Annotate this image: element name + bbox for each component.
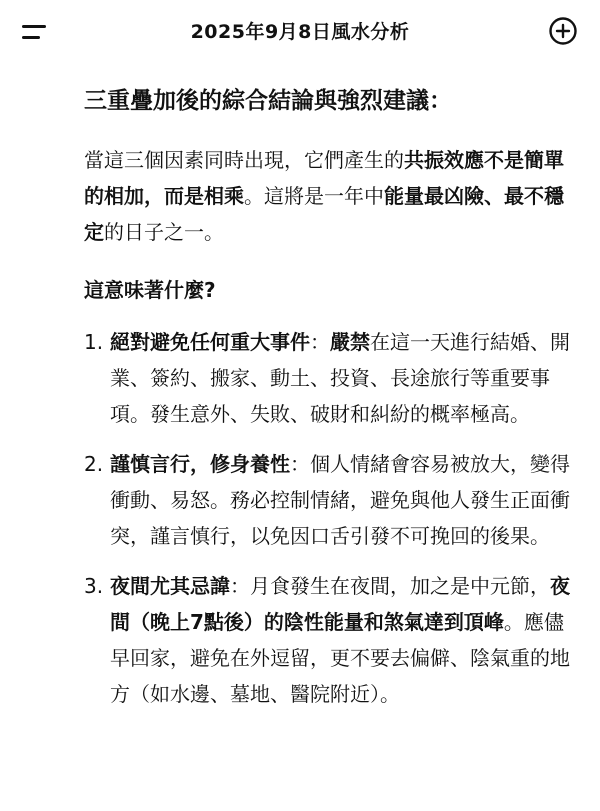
list-item-bold: 嚴禁 [330,330,370,354]
menu-icon[interactable] [14,14,54,50]
list-number: 1. [84,330,104,354]
list-item-text: 在這一天進行結婚、開業、簽約、搬家、動土、投資、長途旅行等重要事項。發生意外、失敗、破財和糾紛的概率極高。 [110,330,570,426]
list-number: 2. [84,452,104,476]
list-item-bold: 謹慎言行，修身養性 [110,452,290,476]
intro-paragraph [84,142,578,250]
list-number: 3. [84,574,104,598]
list-item-bold: 夜間尤其忌諱 [110,574,230,598]
intro-text-2: 。這將是一年中 [244,184,384,208]
list-item-bold: 絕對避免任何重大事件 [110,330,310,354]
message-content [84,84,578,726]
list-item [84,568,578,712]
intro-bold-2: 能量最凶險、最不穩定 [84,184,564,244]
page-title: 2025年9月8日風水分析 [190,21,410,43]
advice-list [84,324,578,712]
list-item-text: 。應儘早回家，避免在外逗留，更不要去偏僻、陰氣重的地方（如水邊、墓地、醫院附近）。 [110,610,570,706]
top-bar [0,0,600,62]
plus-circle-icon[interactable] [548,16,578,46]
intro-text-1: 當這三個因素同時出現，它們產生的 [84,148,404,172]
intro-bold-1: 共振效應不是簡單的相加，而是相乘 [84,148,564,208]
subheading: 這意味著什麼? [84,278,216,302]
list-item [84,446,578,554]
list-item-text: ：月食發生在夜間，加之是中元節， [230,574,550,598]
intro-text-3: 的日子之一。 [104,220,224,244]
menu-bar-top [22,25,46,28]
list-item-text: ：個人情緒會容易被放大，變得衝動、易怒。務必控制情緒，避免與他人發生正面衝突，謹言慎行，以免因口舌引發不可挽回的後果。 [110,452,570,548]
list-item [84,324,578,432]
list-item-text: ： [310,330,330,354]
menu-bar-bottom [22,36,40,39]
list-item-bold: 夜間（晚上7點後）的陰性能量和煞氣達到頂峰 [110,574,570,634]
section-heading: 三重疊加後的綜合結論與強烈建議： [84,88,452,114]
